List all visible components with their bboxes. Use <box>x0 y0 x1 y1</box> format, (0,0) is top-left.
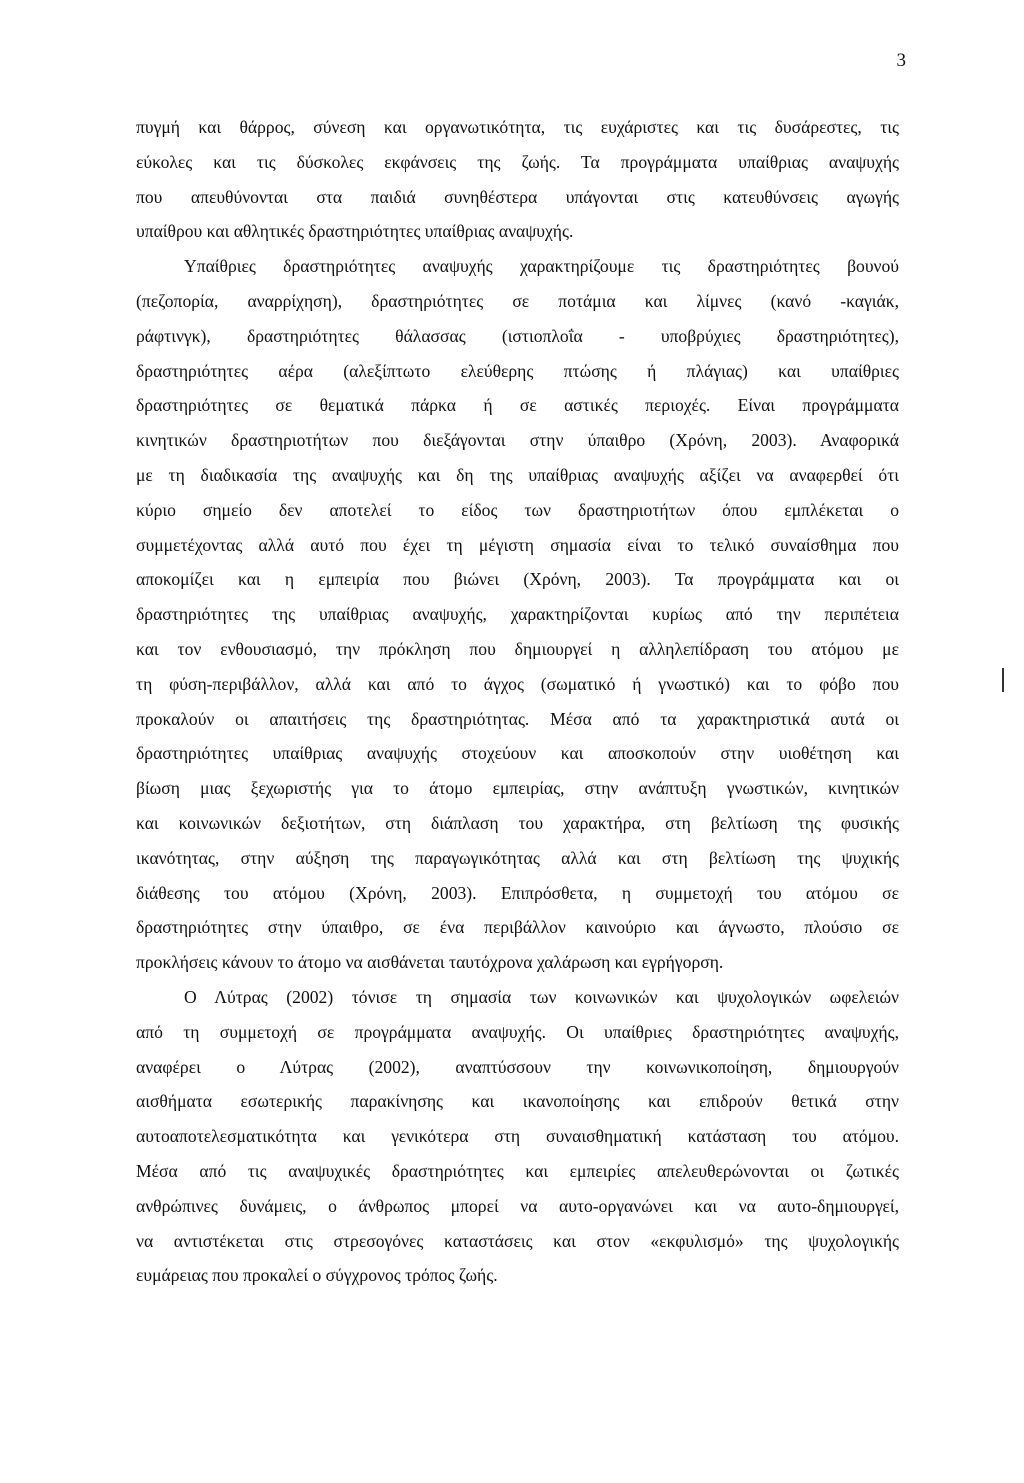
text-line: (πεζοπορία, αναρρίχηση), δραστηριότητες σε ποτάμια και λίμνες (κανό -καγιάκ, <box>136 290 899 311</box>
text-line: πυγμή και θάρρος, σύνεση και οργανωτικότητα, τις ευχάριστες και τις δυσάρεστες, τις <box>136 117 899 137</box>
page-number: 3 <box>896 50 906 71</box>
text-line: ευμάρειας που προκαλεί ο σύγχρονος τρόπος ζωής. <box>136 1265 498 1286</box>
text-line: Μέσα από τις αναψυχικές δραστηριότητες και εμπειρίες απελευθερώνονται οι ζωτικές <box>136 1160 899 1181</box>
text-line: αποκομίζει και η εμπειρία που βιώνει (Χρόνη, 2003). Τα προγράμματα και οι <box>136 569 899 590</box>
text-line: δραστηριότητες σε θεματικά πάρκα ή σε αστικές περιοχές. Είναι προγράμματα <box>136 395 899 416</box>
text-line: προκαλούν οι απαιτήσεις της δραστηριότητας. Μέσα από τα χαρακτηριστικά αυτά οι <box>136 708 899 729</box>
text-line: ράφτινγκ), δραστηριότητες θάλασσας (ιστιοπλοΐα - υποβρύχιες δραστηριότητες), <box>136 325 899 346</box>
text-line: Ο Λύτρας (2002) τόνισε τη σημασία των κοινωνικών και ψυχολογικών ωφελειών <box>184 986 899 1007</box>
text-line: δραστηριότητες αέρα (αλεξίπτωτο ελεύθερης πτώσης ή πλάγιας) και υπαίθριες <box>136 360 899 381</box>
text-line: συμμετέχοντας αλλά αυτό που έχει τη μέγιστη σημασία είναι το τελικό συναίσθημα που <box>136 534 899 555</box>
text-line: υπαίθρου και αθλητικές δραστηριότητες υπαίθριας αναψυχής. <box>136 221 574 242</box>
text-line: που απευθύνονται στα παιδιά συνηθέστερα υπάγονται στις κατευθύνσεις αγωγής <box>136 186 899 207</box>
text-line: Υπαίθριες δραστηριότητες αναψυχής χαρακτηρίζουμε τις δραστηριότητες βουνού <box>184 256 899 277</box>
text-line: με τη διαδικασία της αναψυχής και δη της υπαίθριας αναψυχής αξίζει να αναφερθεί ότι <box>136 464 899 485</box>
text-line: και τον ενθουσιασμό, την πρόκληση που δημιουργεί η αλληλεπίδραση του ατόμου με <box>136 638 899 659</box>
text-line: κινητικών δραστηριοτήτων που διεξάγονται στην ύπαιθρο (Χρόνη, 2003). Αναφορικά <box>136 430 899 451</box>
text-line: και κοινωνικών δεξιοτήτων, στη διάπλαση του χαρακτήρα, στη βελτίωση της φυσικής <box>136 812 899 833</box>
text-line: αυτοαποτελεσματικότητα και γενικότερα στη συναισθηματική κατάσταση του ατόμου. <box>136 1126 899 1147</box>
text-line: να αντιστέκεται στις στρεσογόνες καταστάσεις και στον «εκφυλισμό» της ψυχολογικής <box>136 1230 899 1251</box>
text-line: δραστηριότητες στην ύπαιθρο, σε ένα περιβάλλον καινούριο και άγνωστο, πλούσιο σε <box>136 917 899 938</box>
text-line: ικανότητας, στην αύξηση της παραγωγικότητας αλλά και στη βελτίωση της ψυχικής <box>136 847 899 868</box>
text-line: διάθεσης του ατόμου (Χρόνη, 2003). Επιπρόσθετα, η συμμετοχή του ατόμου σε <box>136 882 899 903</box>
text-line: τη φύση-περιβάλλον, αλλά και από το άγχος (σωματικό ή γνωστικό) και το φόβο που <box>136 673 899 694</box>
body-text <box>136 110 899 1293</box>
text-line: δραστηριότητες της υπαίθριας αναψυχής, χαρακτηρίζονται κυρίως από την περιπέτεια <box>136 604 899 625</box>
text-line: βίωση μιας ξεχωριστής για το άτομο εμπειρίας, στην ανάπτυξη γνωστικών, κινητικών <box>136 778 899 799</box>
text-line: αισθήματα εσωτερικής παρακίνησης και ικανοποίησης και επιδρούν θετικά στην <box>136 1091 899 1112</box>
text-line: από τη συμμετοχή σε προγράμματα αναψυχής. Οι υπαίθριες δραστηριότητες αναψυχής, <box>136 1021 899 1042</box>
text-line: αναφέρει ο Λύτρας (2002), αναπτύσσουν την κοινωνικοποίηση, δημιουργούν <box>136 1056 899 1077</box>
scan-mark <box>1002 668 1004 692</box>
text-line: δραστηριότητες υπαίθριας αναψυχής στοχεύουν και αποσκοπούν στην υιοθέτηση και <box>136 743 899 764</box>
text-line: εύκολες και τις δύσκολες εκφάνσεις της ζωής. Τα προγράμματα υπαίθριας αναψυχής <box>136 151 899 172</box>
text-line: κύριο σημείο δεν αποτελεί το είδος των δραστηριοτήτων όπου εμπλέκεται ο <box>136 499 899 520</box>
text-line: προκλήσεις κάνουν το άτομο να αισθάνεται ταυτόχρονα χαλάρωση και εγρήγορση. <box>136 952 724 973</box>
text-line: ανθρώπινες δυνάμεις, ο άνθρωπος μπορεί να αυτο-οργανώνει και να αυτο-δημιουργεί, <box>136 1195 899 1216</box>
